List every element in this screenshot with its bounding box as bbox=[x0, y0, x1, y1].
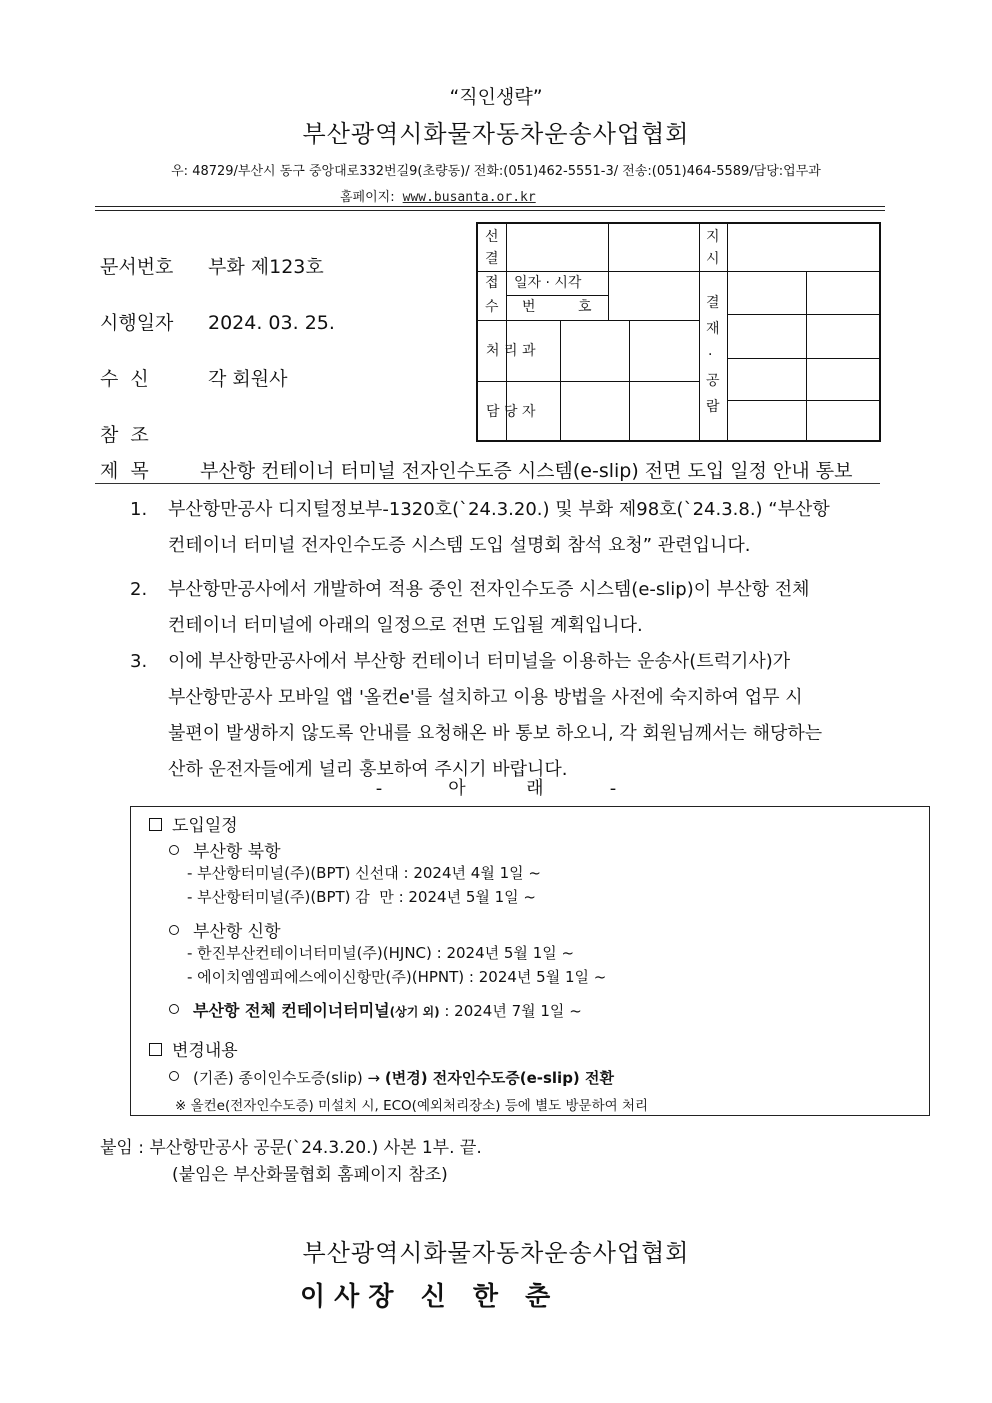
homepage-line bbox=[340, 186, 536, 205]
recipient-label: 수 신 bbox=[100, 368, 149, 390]
subject-label: 제 목 bbox=[100, 460, 149, 482]
circle-bullet-icon bbox=[169, 1071, 179, 1081]
approval-number-1: 번 bbox=[522, 299, 536, 315]
paragraph-1-number: 1. bbox=[130, 499, 148, 520]
approval-date-time: 일자 · 시각 bbox=[514, 275, 582, 291]
approval-seon: 선 bbox=[485, 229, 499, 245]
new-port-heading bbox=[169, 917, 281, 942]
subject-value: 부산항 컨테이너 터미널 전자인수도증 시스템(e-slip) 전면 도입 일정 안내 통보 bbox=[200, 460, 853, 482]
all-terminals-label: 부산항 전체 컨테이너터미널 bbox=[193, 1001, 390, 1020]
recipient-value: 각 회원사 bbox=[208, 368, 288, 390]
north-port-label: 부산항 북항 bbox=[193, 842, 281, 862]
approval-gyeoljae-1: 결 bbox=[706, 295, 720, 311]
section-change-content bbox=[149, 1036, 238, 1061]
approval-si: 시 bbox=[706, 251, 720, 267]
all-terminals-note: (상기 외) bbox=[389, 1005, 440, 1019]
paragraph-1 bbox=[130, 492, 900, 564]
approval-gyeoljae-4: 공 bbox=[706, 373, 720, 389]
paragraph-3-line-2: 부산항만공사 모바일 앱 '올컨e'를 설치하고 이용 방법을 사전에 숙지하여 업무 시 bbox=[168, 687, 803, 708]
approval-person-in-charge: 담 당 자 bbox=[486, 404, 536, 420]
approval-gyeoljae-5: 람 bbox=[706, 399, 720, 415]
subject-underline bbox=[95, 483, 880, 484]
approval-gyeoljae-3: · bbox=[708, 347, 713, 363]
paragraph-2-line-2: 컨테이너 터미널에 아래의 일정으로 전면 도입될 계획입니다. bbox=[168, 615, 643, 636]
approval-gyeol: 결 bbox=[485, 251, 499, 267]
change-before: (기존) 종이인수도증(slip) → bbox=[193, 1069, 385, 1087]
all-terminals-date: : 2024년 7월 1일 ~ bbox=[439, 1002, 582, 1020]
homepage-label: 홈페이지: bbox=[340, 190, 395, 205]
issue-date-value: 2024. 03. 25. bbox=[208, 312, 335, 334]
attachment-note: (붙임은 부산화물협회 홈페이지 참조) bbox=[172, 1165, 448, 1185]
below-heading bbox=[0, 774, 992, 800]
checkbox-square-icon bbox=[149, 818, 162, 831]
north-port-item-2: - 부산항터미널(주)(BPT) 감 만 : 2024년 5월 1일 ~ bbox=[187, 888, 536, 906]
change-row bbox=[169, 1067, 614, 1088]
header-double-rule bbox=[95, 206, 885, 211]
north-port-heading bbox=[169, 837, 281, 862]
approval-jeop: 접 bbox=[485, 275, 499, 291]
below-char-a: 아 bbox=[448, 778, 466, 799]
checkbox-square-icon bbox=[149, 1043, 162, 1056]
circle-bullet-icon bbox=[169, 845, 179, 855]
signature-organization: 부산광역시화물자동차운송사업협회 bbox=[302, 1239, 690, 1267]
paragraph-3-line-4: 산하 운전자들에게 널리 홍보하여 주시기 바랍니다. bbox=[168, 759, 568, 780]
change-note: ※ 올컨e(전자인수도증) 미설치 시, ECO(예외처리장소) 등에 별도 방문하여 처리 bbox=[175, 1098, 649, 1114]
section-intro-schedule bbox=[149, 811, 238, 836]
approval-table bbox=[476, 222, 881, 442]
all-terminals-row bbox=[169, 998, 582, 1021]
seal-omitted-note: “직인생략” bbox=[449, 86, 543, 108]
doc-number-value: 부화 제123호 bbox=[208, 256, 324, 278]
organization-header: 부산광역시화물자동차운송사업협회 bbox=[302, 120, 690, 148]
new-port-item-2: - 에이치엠엠피에스에이신항만(주)(HPNT) : 2024년 5월 1일 ~ bbox=[187, 968, 607, 986]
doc-number-label: 문서번호 bbox=[100, 256, 174, 278]
subject-row bbox=[100, 456, 853, 483]
schedule-box bbox=[130, 806, 930, 1116]
paragraph-3-number: 3. bbox=[130, 651, 148, 672]
approval-ji: 지 bbox=[706, 229, 720, 245]
issue-date-row bbox=[100, 308, 335, 335]
homepage-link[interactable]: www.busanta.or.kr bbox=[402, 190, 536, 205]
new-port-item-1: - 한진부산컨테이너터미널(주)(HJNC) : 2024년 5월 1일 ~ bbox=[187, 944, 575, 962]
change-after: (변경) 전자인수도증(e-slip) 전환 bbox=[384, 1069, 614, 1087]
new-port-label: 부산항 신항 bbox=[193, 922, 281, 942]
below-dash-left: - bbox=[375, 778, 383, 799]
approval-su: 수 bbox=[485, 299, 499, 315]
issue-date-label: 시행일자 bbox=[100, 312, 174, 334]
approval-processing-dept: 처 리 과 bbox=[486, 343, 536, 359]
attachment-line: 붙임 : 부산항만공사 공문(`24.3.20.) 사본 1부. 끝. bbox=[100, 1138, 482, 1158]
paragraph-1-line-1: 부산항만공사 디지털정보부-1320호(`24.3.20.) 및 부화 제98호(`24.3.8.) “부산항 bbox=[168, 499, 830, 520]
address-line: 우: 48729/부산시 동구 중앙대로332번길9(초량동)/ 전화:(051)462-5551-3/ 전송:(051)464-5589/담당:업무과 bbox=[171, 164, 821, 179]
north-port-item-1: - 부산항터미널(주)(BPT) 신선대 : 2024년 4월 1일 ~ bbox=[187, 864, 541, 882]
below-char-rae: 래 bbox=[526, 778, 544, 799]
recipient-row bbox=[100, 364, 287, 391]
paragraph-2 bbox=[130, 572, 900, 644]
reference-label: 참 조 bbox=[100, 424, 149, 446]
paragraph-3-line-1: 이에 부산항만공사에서 부산항 컨테이너 터미널을 이용하는 운송사(트럭기사)가 bbox=[168, 651, 791, 672]
below-dash-right: - bbox=[609, 778, 617, 799]
approval-gyeoljae-2: 재 bbox=[706, 321, 720, 337]
section-intro-schedule-label: 도입일정 bbox=[172, 816, 238, 836]
circle-bullet-icon bbox=[169, 925, 179, 935]
paragraph-2-line-1: 부산항만공사에서 개발하여 적용 중인 전자인수도증 시스템(e-slip)이 부산항 전체 bbox=[168, 579, 810, 600]
approval-number-2: 호 bbox=[578, 299, 592, 315]
doc-number-row bbox=[100, 252, 324, 279]
paragraph-3 bbox=[130, 644, 900, 788]
paragraph-2-number: 2. bbox=[130, 579, 148, 600]
paragraph-1-line-2: 컨테이너 터미널 전자인수도증 시스템 도입 설명회 참석 요청” 관련입니다. bbox=[168, 535, 751, 556]
paragraph-3-line-3: 불편이 발생하지 않도록 안내를 요청해온 바 통보 하오니, 각 회원님께서는 해당하는 bbox=[168, 723, 823, 744]
signature-name: 이 사 장 신 한 춘 bbox=[300, 1282, 551, 1312]
circle-bullet-icon bbox=[169, 1004, 179, 1014]
reference-row bbox=[100, 420, 208, 447]
section-change-content-label: 변경내용 bbox=[172, 1041, 238, 1061]
